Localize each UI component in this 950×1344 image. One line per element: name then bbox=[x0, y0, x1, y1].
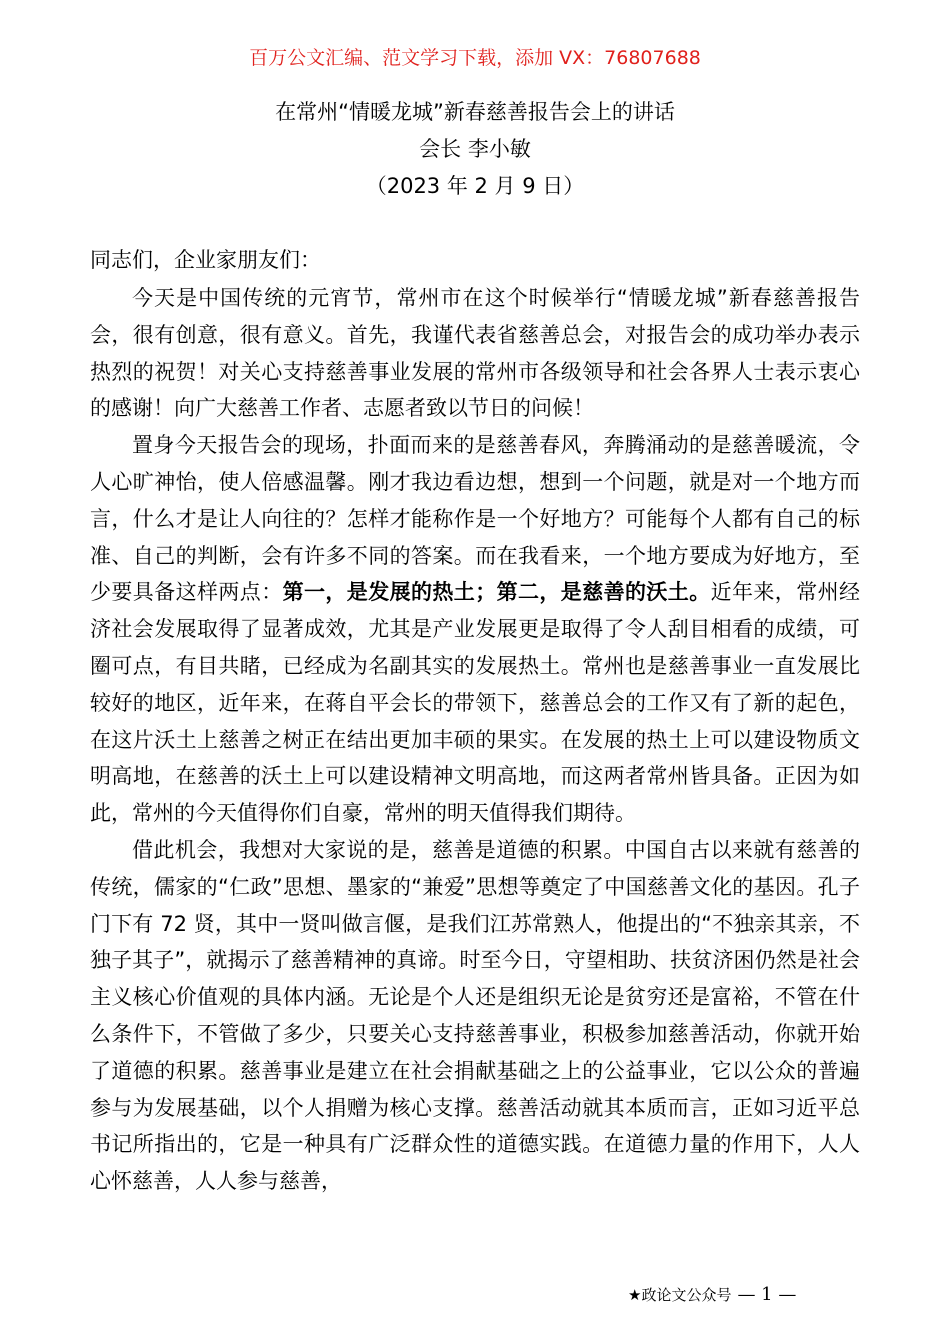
key-points-bold: 第一，是发展的热土；第二，是慈善的沃土。 bbox=[282, 580, 711, 605]
paragraph-1: 今天是中国传统的元宵节，常州市在这个时候举行“情暖龙城”新春慈善报告会，很有创意，很有意义。首先，我谨代表省慈善总会，对报告会的成功举办表示热烈的祝贺！对关心支持慈善事业发展的常州市各级领导和社会各界人士表示衷心的感谢！向广大慈善工作者、志愿者致以节日的问候！ bbox=[90, 286, 860, 421]
paragraph-2 bbox=[90, 427, 860, 832]
page-title: 在常州“情暖龙城”新春慈善报告会上的讲话 bbox=[275, 100, 675, 124]
speech-body bbox=[90, 280, 860, 1200]
paragraph-2-rest: 近年来，常州经济社会发展取得了显著成效，尤其是产业发展更是取得了令人刮目相看的成绩，可圈可点，有目共睹，已经成为名副其实的发展热土。常州也是慈善事业一直发展比较好的地区，近年来，在蒋自平会长的带领下，慈善总会的工作又有了新的起色，在这片沃土上慈善之树正在结出更加丰硕的果实。在发展的热土上可以建设物质文明高地，在慈善的沃土上可以建设精神文明高地，而这两者常州皆具备。正因为如此，常州的今天值得你们自豪，常州的明天值得我们期待。 bbox=[90, 580, 861, 826]
speech-date: （2023 年 2 月 9 日） bbox=[365, 174, 585, 198]
page-footer bbox=[628, 1284, 796, 1306]
paragraph-3: 借此机会，我想对大家说的是，慈善是道德的积累。中国自古以来就有慈善的传统，儒家的“仁政”思想、墨家的“兼爱”思想等奠定了中国慈善文化的基因。孔子门下有 72 贤，其中一贤叫做言偃，是我们江苏常熟人，他提出的“不独亲其亲，不独子其子”，就揭示了慈善精神的真谛。时至今日，守望相助、扶贫济困仍然是社会主义核心价值观的具体内涵。无论是个人还是组织无论是贫穷还是富裕，不管在什么条件下，不管做了多少，只要关心支持慈善事业，积极参加慈善活动，你就开始了道德的积累。慈善事业是建立在社会捐献基础之上的公益事业，它以公众的普遍参与为发展基础，以个人捐赠为核心支撑。慈善活动就其本质而言，正如习近平总书记所指出的，它是一种具有广泛群众性的道德实践。在道德力量的作用下，人人心怀慈善，人人参与慈善， bbox=[90, 837, 860, 1194]
download-banner: 百万公文汇编、范文学习下载，添加 VX：76807688 bbox=[249, 47, 701, 69]
footer-source: ★政论文公众号 bbox=[628, 1286, 732, 1304]
salutation: 同志们，企业家朋友们： bbox=[90, 248, 321, 272]
speaker-line: 会长 李小敏 bbox=[419, 137, 531, 161]
page-number: — 1 — bbox=[737, 1284, 797, 1305]
paragraph-2-lead: 置身今天报告会的现场，扑面而来的是慈善春风，奔腾涌动的是慈善暖流，令人心旷神怡，使人倍感温馨。刚才我边看边想，想到一个问题，就是对一个地方而言，什么才是让人向往的？怎样才能称作是一个好地方？可能每个人都有自己的标准、自己的判断，会有许多不同的答案。而在我看来，一个地方要成为好地方，至少要具备这样两点： bbox=[90, 433, 860, 605]
